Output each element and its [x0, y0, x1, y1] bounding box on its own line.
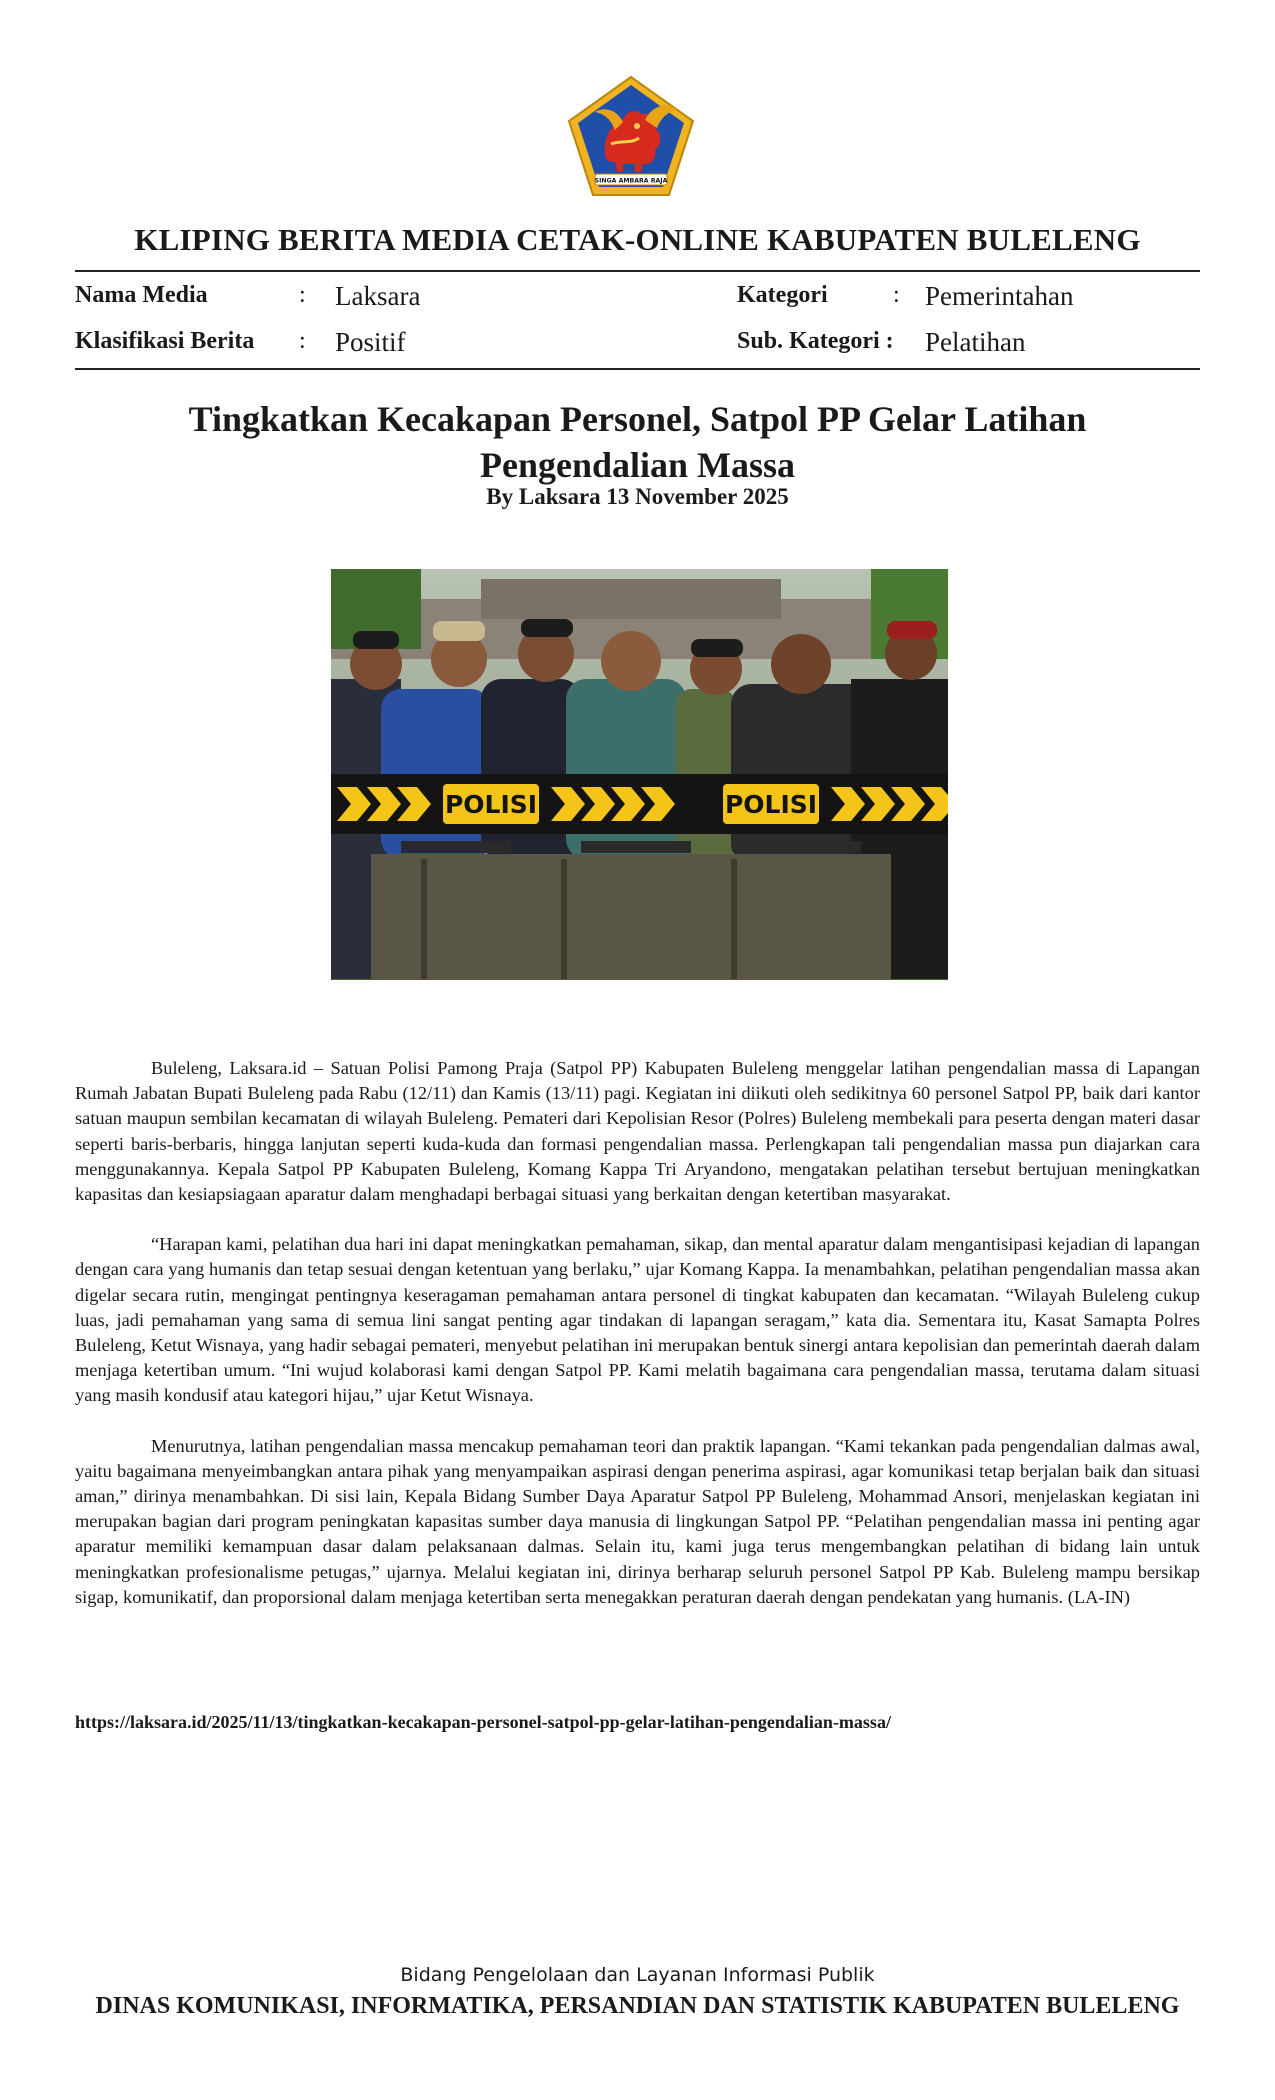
- media-name-value: Laksara: [335, 281, 421, 311]
- top-divider: [75, 270, 1200, 272]
- footer-unit: Bidang Pengelolaan dan Layanan Informasi Publik: [400, 1964, 875, 1986]
- media-name-colon: :: [299, 282, 306, 308]
- article-paragraph: “Harapan kami, pelatihan dua hari ini dapat meningkatkan pemahaman, sikap, dan mental aparatur dalam mengantisipasi kejadian di lapangan dengan cara yang humanis dan tetap sesuai dengan ketentuan yang berlaku,” ujar Komang Kappa. Ia menambahkan, pelatihan pengendalian massa akan digelar secara rutin, mengingat pentingnya keseragaman pemahaman antara personel di tingkat kabupaten dan kecamatan. “Wilayah Buleleng cukup luas, jadi pemahaman yang sama di semua lini sangat penting agar tindakan di lapangan seragam,” kata dia. Sementara itu, Kasat Samapta Polres Buleleng, Ketut Wisnaya, yang hadir sebagai pemateri, menyebut pelatihan ini merupakan bentuk sinergi antara kepolisian dan pemerintah daerah dalam menjaga ketertiban umum. “Ini wujud kolaborasi kami dengan Satpol PP. Kami melatih bagaimana cara pengendalian massa, terutama dalam situasi yang masih kondusif atau kategori hijau,” ujar Ketut Wisnaya.: [75, 1234, 1200, 1406]
- article-photo: [331, 569, 948, 980]
- article-paragraph: Buleleng, Laksara.id – Satuan Polisi Pamong Praja (Satpol PP) Kabupaten Buleleng menggelar latihan pengendalian massa di Lapangan Rumah Jabatan Bupati Buleleng pada Rabu (12/11) dan Kamis (13/11) pagi. Kegiatan ini diikuti oleh sedikitnya 60 personel Satpol PP, baik dari kantor satuan maupun sembilan kecamatan di wilayah Buleleng. Pemateri dari Kepolisian Resor (Polres) Buleleng membekali para peserta dengan materi dasar seperti baris-berbaris, hingga lanjutan seperti kuda-kuda dan formasi pengendalian massa. Perlengkapan tali pengendalian massa pun diajarkan cara menggunakannya. Kepala Satpol PP Kabupaten Buleleng, Komang Kappa Tri Aryandono, mengatakan pelatihan tersebut bertujuan meningkatkan kapasitas dan kesiapsiagaan aparatur dalam menghadapi berbagai situasi yang berkaitan dengan ketertiban masyarakat.: [75, 1058, 1200, 1205]
- banner-text-right: POLISI: [724, 790, 818, 819]
- classification-value: Positif: [335, 327, 406, 357]
- training-photo-illustration: [331, 569, 948, 980]
- category-colon: :: [893, 282, 900, 308]
- article-body: [75, 1056, 1200, 1635]
- media-name-label: Nama Media: [75, 282, 208, 308]
- article-title: Tingkatkan Kecakapan Personel, Satpol PP Gelar Latihan Pengendalian Massa: [188, 399, 1087, 485]
- subcategory-value: Pelatihan: [925, 327, 1026, 357]
- banner-text-left: POLISI: [444, 790, 538, 819]
- singa-ambara-raja-emblem-icon: [565, 74, 697, 198]
- category-value: Pemerintahan: [925, 281, 1074, 311]
- article-paragraph: Menurutnya, latihan pengendalian massa mencakup pemahaman teori dan praktik lapangan. “Kami tekankan pada pengendalian dalmas awal, yaitu bagaimana menyeimbangkan antara pihak yang menyampaikan aspirasi dengan penerima aspirasi, agar komunikasi tetap berjalan baik dan situasi aman,” dirinya menambahkan. Di sisi lain, Kepala Bidang Sumber Daya Aparatur Satpol PP Buleleng, Mohammad Ansori, menjelaskan kegiatan ini merupakan bagian dari program peningkatan kapasitas sumber daya manusia di lingkungan Satpol PP. “Pelatihan pengendalian massa ini penting agar aparatur memiliki kemampuan dasar dalam pelaksanaan dalmas. Selain itu, kami juga terus mengembangkan pelatihan di bidang lain untuk meningkatkan profesionalisme petugas,” ujarnya. Melalui kegiatan ini, dirinya berharap seluruh personel Satpol PP Kab. Buleleng mampu bersikap sigap, komunikatif, dan proporsional dalam menjaga ketertiban serta menegakkan peraturan daerah dengan pendekatan yang humanis. (LA-IN): [75, 1435, 1200, 1607]
- classification-colon: :: [299, 328, 306, 354]
- classification-label: Klasifikasi Berita: [75, 328, 255, 354]
- bottom-divider: [75, 368, 1200, 370]
- source-url-link[interactable]: https://laksara.id/2025/11/13/tingkatkan-kecakapan-personel-satpol-pp-gelar-latihan-pengendalian-massa/: [75, 1712, 891, 1732]
- document-heading: KLIPING BERITA MEDIA CETAK-ONLINE KABUPATEN BULELENG: [134, 222, 1141, 257]
- buleleng-emblem-logo: [565, 74, 697, 198]
- category-label: Kategori: [737, 282, 828, 308]
- subcategory-label: Sub. Kategori :: [737, 328, 894, 354]
- footer-agency: DINAS KOMUNIKASI, INFORMATIKA, PERSANDIAN DAN STATISTIK KABUPATEN BULELENG: [95, 1993, 1180, 2019]
- article-byline: By Laksara 13 November 2025: [486, 484, 789, 509]
- logo-motto-text: SINGA AMBARA RAJA: [594, 177, 668, 185]
